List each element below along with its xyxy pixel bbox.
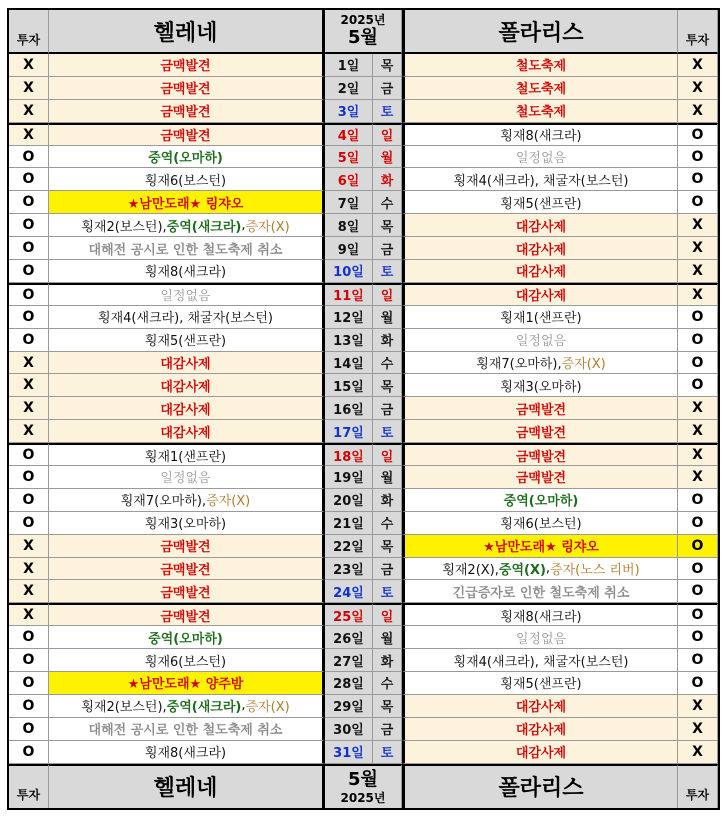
left-event-cell: [49, 741, 325, 764]
left-invest-cell: X: [9, 420, 49, 443]
right-event-cell: [402, 695, 678, 718]
left-event-text: 대감사제: [160, 425, 211, 441]
right-event-cell: [402, 558, 678, 581]
date-cell: 28일: [325, 672, 373, 695]
right-event-cell: [402, 77, 678, 100]
weekday-cell: 토: [373, 420, 402, 443]
left-event-cell: [49, 123, 325, 146]
right-event-cell: [402, 352, 678, 375]
left-invest-cell: X: [9, 603, 49, 626]
weekday-cell: 화: [373, 168, 402, 191]
left-event-text: 일정없음: [160, 471, 211, 487]
date-cell: 9일: [325, 237, 373, 260]
left-invest-cell: O: [9, 741, 49, 764]
right-invest-header: 투자: [678, 10, 718, 54]
right-invest-cell: X: [678, 420, 718, 443]
weekday-cell: 수: [373, 191, 402, 214]
left-event-cell: [49, 443, 325, 466]
left-invest-cell: O: [9, 512, 49, 535]
weekday-cell: 금: [373, 558, 402, 581]
right-event-cell: [402, 512, 678, 535]
right-invest-cell: X: [678, 260, 718, 283]
left-event-cell: [49, 54, 325, 77]
right-invest-cell: O: [678, 306, 718, 329]
left-invest-cell: O: [9, 649, 49, 672]
right-event-text: 금맥발견: [515, 402, 567, 418]
right-event-text: 금맥발견: [515, 425, 567, 441]
date-cell: 17일: [325, 420, 373, 443]
left-event-text: 횡재8(새크라): [144, 265, 227, 281]
left-event-text: 금맥발견: [160, 585, 211, 601]
right-event-text: 증자(노스 리버): [550, 563, 640, 579]
left-event-text: 중역(오마하): [148, 631, 223, 647]
date-cell: 27일: [325, 649, 373, 672]
right-invest-cell: O: [678, 580, 718, 603]
left-event-text: 금맥발견: [160, 563, 211, 579]
right-invest-cell: X: [678, 237, 718, 260]
left-event-text: 횡재4(새크라), 채굴자(보스턴): [98, 311, 273, 327]
left-event-cell: [49, 260, 325, 283]
right-event-text: 철도축제: [515, 59, 567, 75]
right-event-text: 대감사제: [515, 242, 567, 258]
right-event-text: 횡재4(새크라), 채굴자(보스턴): [453, 173, 629, 189]
left-event-text: ,: [241, 217, 246, 233]
right-invest-cell: X: [678, 77, 718, 100]
weekday-cell: 월: [373, 306, 402, 329]
right-invest-cell: X: [678, 466, 718, 489]
weekday-cell: 금: [373, 397, 402, 420]
left-invest-header: 투자: [9, 10, 49, 54]
left-event-text: 금맥발견: [160, 82, 211, 98]
date-cell: 6일: [325, 168, 373, 191]
left-event-cell: [49, 146, 325, 169]
left-event-text: 횡재2(보스턴),: [81, 219, 167, 235]
left-event-cell: [49, 100, 325, 123]
right-event-cell: [402, 283, 678, 306]
left-event-cell: [49, 466, 325, 489]
left-invest-cell: X: [9, 374, 49, 397]
weekday-cell: 토: [373, 260, 402, 283]
right-event-text: 횡재5(샌프란): [500, 196, 582, 212]
left-event-text: 횡재2(보스턴),: [81, 700, 167, 716]
weekday-cell: 화: [373, 489, 402, 512]
left-event-text: 증자(X): [245, 219, 290, 235]
right-event-text: 일정없음: [515, 151, 567, 166]
left-invest-cell: X: [9, 352, 49, 375]
date-cell: 25일: [325, 603, 373, 626]
left-event-text: 중역(새크라): [166, 700, 242, 716]
left-team-header: 헬레네: [49, 10, 325, 54]
date-cell: 11일: [325, 283, 373, 306]
right-invest-cell: O: [678, 626, 718, 649]
left-invest-cell: O: [9, 237, 49, 260]
right-invest-cell: X: [678, 100, 718, 123]
weekday-cell: 일: [373, 283, 402, 306]
right-event-cell: [402, 168, 678, 191]
left-event-cell: [49, 397, 325, 420]
left-event-text: 횡재1(샌프란): [144, 449, 227, 465]
left-event-text: 횡재6(보스턴): [144, 173, 227, 189]
date-cell: 24일: [325, 580, 373, 603]
right-event-text: 대감사제: [515, 746, 567, 762]
year-footer-label: 2025년: [340, 790, 386, 805]
month-header: [325, 10, 402, 54]
left-event-text: 대해전 공시로 인한 철도축제 취소: [88, 242, 283, 258]
left-event-cell: [49, 535, 325, 558]
left-invest-footer: 투자: [9, 764, 49, 808]
date-cell: 23일: [325, 558, 373, 581]
date-cell: 16일: [325, 397, 373, 420]
date-cell: 21일: [325, 512, 373, 535]
right-event-text: 횡재2(X),: [442, 563, 499, 579]
left-event-text: 금맥발견: [160, 105, 211, 121]
date-cell: 29일: [325, 695, 373, 718]
left-event-text: 금맥발견: [160, 59, 211, 75]
right-event-text: 일정없음: [515, 631, 567, 647]
date-cell: 7일: [325, 191, 373, 214]
left-event-text: 금맥발견: [160, 129, 211, 145]
right-event-text: ,: [545, 561, 551, 577]
date-cell: 19일: [325, 466, 373, 489]
left-event-cell: [49, 352, 325, 375]
right-event-text: 중역(X): [498, 563, 546, 579]
right-event-cell: [402, 54, 678, 77]
date-cell: 10일: [325, 260, 373, 283]
right-event-text: 횡재7(오마하),: [476, 357, 562, 373]
left-invest-cell: X: [9, 77, 49, 100]
left-event-cell: [49, 695, 325, 718]
left-event-cell: [49, 558, 325, 581]
right-event-text: 증자(X): [561, 357, 606, 373]
right-event-text: 횡재5(샌프란): [500, 677, 582, 693]
left-team-footer: 헬레네: [49, 764, 325, 808]
weekday-cell: 월: [373, 146, 402, 169]
weekday-cell: 화: [373, 649, 402, 672]
right-event-cell: [402, 466, 678, 489]
right-event-cell: [402, 329, 678, 352]
right-event-text: 대감사제: [515, 265, 567, 281]
right-invest-cell: X: [678, 695, 718, 718]
right-event-cell: [402, 443, 678, 466]
weekday-cell: 토: [373, 100, 402, 123]
date-cell: 8일: [325, 214, 373, 237]
left-invest-cell: O: [9, 489, 49, 512]
left-invest-cell: O: [9, 626, 49, 649]
right-team-header: 폴라리스: [402, 10, 678, 54]
left-invest-cell: O: [9, 168, 49, 191]
left-invest-cell: O: [9, 283, 49, 306]
left-event-text: 횡재7(오마하),: [120, 494, 207, 510]
left-invest-cell: O: [9, 329, 49, 352]
weekday-cell: 일: [373, 443, 402, 466]
left-event-cell: [49, 718, 325, 741]
left-invest-cell: O: [9, 695, 49, 718]
left-invest-cell: O: [9, 191, 49, 214]
right-invest-cell: O: [678, 558, 718, 581]
left-event-cell: [49, 374, 325, 397]
right-event-cell: [402, 306, 678, 329]
month-footer-label: 5월: [348, 768, 378, 790]
right-invest-footer: 투자: [678, 764, 718, 808]
left-event-cell: [49, 649, 325, 672]
left-event-cell: [49, 77, 325, 100]
left-event-cell: [49, 168, 325, 191]
right-invest-cell: X: [678, 741, 718, 764]
left-event-cell: [49, 603, 325, 626]
right-invest-cell: O: [678, 603, 718, 626]
right-invest-cell: O: [678, 489, 718, 512]
right-event-cell: [402, 374, 678, 397]
right-event-cell: [402, 420, 678, 443]
right-event-cell: [402, 535, 678, 558]
right-event-cell: [402, 489, 678, 512]
left-event-cell: [49, 489, 325, 512]
date-cell: 15일: [325, 374, 373, 397]
left-event-text: 증자(X): [206, 494, 251, 510]
right-event-text: 긴급증자로 인한 철도축제 취소: [452, 585, 630, 601]
right-event-text: 금맥발견: [515, 449, 567, 465]
left-event-text: 중역(새크라): [166, 219, 242, 235]
left-event-text: 금맥발견: [160, 540, 211, 556]
left-event-cell: [49, 626, 325, 649]
right-event-cell: [402, 672, 678, 695]
right-event-cell: [402, 397, 678, 420]
right-event-cell: [402, 626, 678, 649]
left-invest-cell: O: [9, 443, 49, 466]
date-cell: 30일: [325, 718, 373, 741]
date-cell: 12일: [325, 306, 373, 329]
right-event-text: 횡재8(새크라): [500, 609, 582, 625]
left-invest-cell: X: [9, 580, 49, 603]
left-event-cell: [49, 191, 325, 214]
left-event-text: ★남만도래★ 링쟈오: [127, 196, 244, 212]
right-invest-cell: O: [678, 168, 718, 191]
right-event-cell: [402, 237, 678, 260]
date-cell: 18일: [325, 443, 373, 466]
weekday-cell: 금: [373, 77, 402, 100]
left-event-text: ★남만도래★ 양주밤: [127, 677, 244, 693]
right-event-cell: [402, 214, 678, 237]
right-event-text: 대감사제: [515, 219, 567, 235]
left-invest-cell: O: [9, 466, 49, 489]
right-event-text: 횡재3(오마하): [500, 379, 582, 395]
left-invest-cell: X: [9, 100, 49, 123]
right-event-cell: [402, 191, 678, 214]
right-invest-cell: O: [678, 123, 718, 146]
right-event-cell: [402, 603, 678, 626]
date-cell: 3일: [325, 100, 373, 123]
left-event-text: 금맥발견: [160, 609, 211, 625]
right-event-text: 대감사제: [515, 723, 567, 739]
right-invest-cell: O: [678, 146, 718, 169]
right-event-cell: [402, 741, 678, 764]
weekday-cell: 금: [373, 718, 402, 741]
left-event-text: 일정없음: [160, 289, 211, 305]
left-event-cell: [49, 237, 325, 260]
right-event-cell: [402, 123, 678, 146]
left-event-text: 중역(오마하): [148, 151, 223, 166]
date-cell: 5일: [325, 146, 373, 169]
left-event-text: 횡재6(보스턴): [144, 654, 227, 670]
right-event-cell: [402, 718, 678, 741]
left-event-cell: [49, 329, 325, 352]
left-event-cell: [49, 512, 325, 535]
right-event-cell: [402, 580, 678, 603]
right-event-text: 대감사제: [515, 289, 567, 305]
right-event-text: 일정없음: [515, 334, 567, 350]
weekday-cell: 일: [373, 123, 402, 146]
left-event-text: 횡재5(샌프란): [144, 334, 227, 350]
weekday-cell: 목: [373, 695, 402, 718]
left-event-text: 대감사제: [160, 379, 211, 395]
right-event-text: 금맥발견: [515, 471, 567, 487]
left-event-text: 횡재3(오마하): [144, 517, 227, 533]
weekday-cell: 목: [373, 374, 402, 397]
right-event-text: 대감사제: [515, 700, 567, 716]
left-event-cell: [49, 283, 325, 306]
weekday-cell: 월: [373, 466, 402, 489]
right-event-text: 횡재4(새크라), 채굴자(보스턴): [453, 654, 629, 670]
left-invest-cell: O: [9, 260, 49, 283]
date-cell: 22일: [325, 535, 373, 558]
weekday-cell: 목: [373, 54, 402, 77]
right-invest-cell: X: [678, 283, 718, 306]
right-invest-cell: O: [678, 352, 718, 375]
weekday-cell: 일: [373, 603, 402, 626]
left-invest-cell: O: [9, 718, 49, 741]
right-event-text: 철도축제: [515, 105, 567, 121]
right-event-cell: [402, 260, 678, 283]
left-invest-cell: X: [9, 535, 49, 558]
right-invest-cell: O: [678, 649, 718, 672]
weekday-cell: 월: [373, 626, 402, 649]
right-event-text: 횡재1(샌프란): [500, 311, 582, 327]
right-invest-cell: O: [678, 191, 718, 214]
left-invest-cell: O: [9, 214, 49, 237]
right-invest-cell: X: [678, 214, 718, 237]
date-cell: 31일: [325, 741, 373, 764]
weekday-cell: 목: [373, 535, 402, 558]
left-event-text: 횡재8(새크라): [144, 746, 227, 762]
weekday-cell: 토: [373, 741, 402, 764]
right-invest-cell: O: [678, 374, 718, 397]
left-event-text: 대감사제: [160, 357, 211, 373]
left-invest-cell: O: [9, 146, 49, 169]
weekday-cell: 수: [373, 352, 402, 375]
right-invest-cell: X: [678, 443, 718, 466]
left-invest-cell: X: [9, 397, 49, 420]
date-cell: 14일: [325, 352, 373, 375]
date-cell: 13일: [325, 329, 373, 352]
date-cell: 20일: [325, 489, 373, 512]
left-event-cell: [49, 306, 325, 329]
right-event-text: 중역(오마하): [503, 494, 579, 510]
right-event-cell: [402, 100, 678, 123]
left-event-text: 대감사제: [160, 402, 211, 418]
schedule-table: [7, 8, 720, 810]
weekday-cell: 토: [373, 580, 402, 603]
right-event-text: 횡재6(보스턴): [500, 517, 582, 533]
left-event-text: 증자(X): [245, 700, 290, 716]
left-invest-cell: O: [9, 672, 49, 695]
right-event-text: 철도축제: [515, 82, 567, 98]
month-footer: [325, 764, 402, 808]
right-invest-cell: X: [678, 397, 718, 420]
left-event-text: 대해전 공시로 인한 철도축제 취소: [88, 723, 283, 739]
right-invest-cell: X: [678, 54, 718, 77]
left-event-cell: [49, 420, 325, 443]
right-event-text: ★남만도래★ 링쟈오: [483, 540, 599, 556]
right-invest-cell: O: [678, 672, 718, 695]
left-invest-cell: X: [9, 558, 49, 581]
right-event-cell: [402, 146, 678, 169]
year-label: 2025년: [340, 13, 386, 27]
weekday-cell: 금: [373, 237, 402, 260]
right-team-footer: 폴라리스: [402, 764, 678, 808]
weekday-cell: 화: [373, 329, 402, 352]
right-event-text: 횡재8(새크라): [500, 129, 582, 145]
date-cell: 26일: [325, 626, 373, 649]
left-invest-cell: X: [9, 123, 49, 146]
weekday-cell: 수: [373, 512, 402, 535]
month-label: 5월: [348, 27, 378, 48]
right-invest-cell: X: [678, 718, 718, 741]
weekday-cell: 수: [373, 672, 402, 695]
left-invest-cell: X: [9, 54, 49, 77]
date-cell: 4일: [325, 123, 373, 146]
right-invest-cell: O: [678, 535, 718, 558]
right-event-cell: [402, 649, 678, 672]
date-cell: 2일: [325, 77, 373, 100]
left-event-cell: [49, 214, 325, 237]
left-event-text: ,: [241, 698, 246, 714]
left-event-cell: [49, 580, 325, 603]
left-event-cell: [49, 672, 325, 695]
date-cell: 1일: [325, 54, 373, 77]
right-invest-cell: O: [678, 329, 718, 352]
right-invest-cell: O: [678, 512, 718, 535]
left-invest-cell: O: [9, 306, 49, 329]
weekday-cell: 목: [373, 214, 402, 237]
